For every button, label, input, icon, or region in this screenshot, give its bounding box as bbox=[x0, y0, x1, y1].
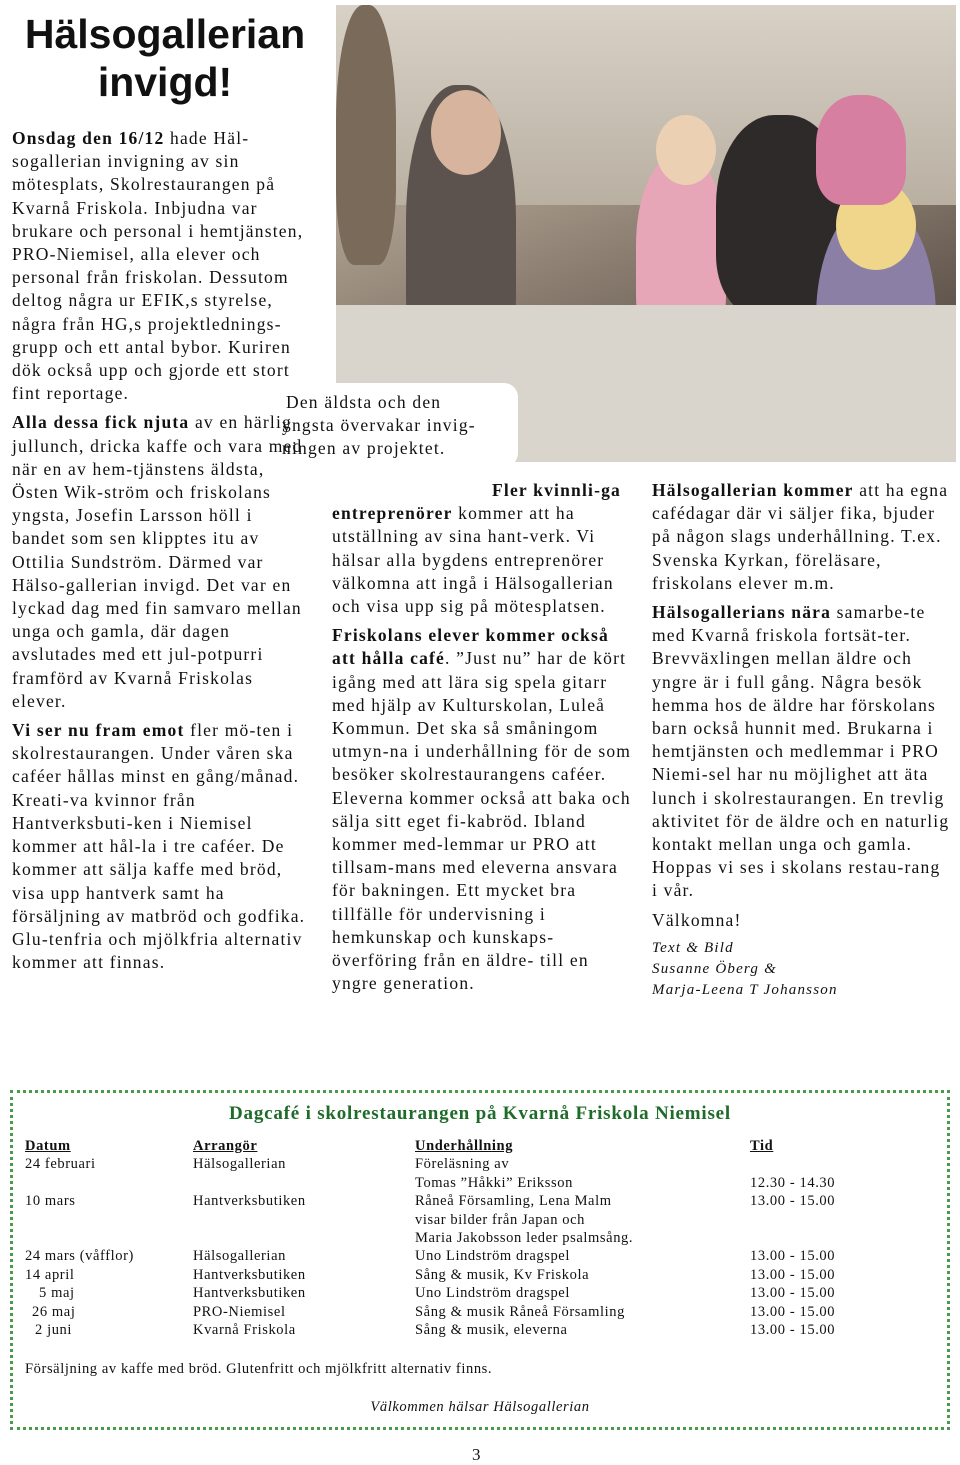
table-cell: PRO-Niemisel bbox=[193, 1303, 286, 1320]
article-title: Hälsogallerian invigd! bbox=[24, 11, 306, 105]
dagcafe-title: Dagcafé i skolrestaurangen på Kvarnå Friskola Niemisel bbox=[229, 1103, 731, 1124]
table-cell: 14 april bbox=[25, 1266, 75, 1283]
table-cell: 26 maj bbox=[32, 1303, 76, 1320]
paragraph-lead: Hälsogallerian kommer bbox=[652, 480, 854, 500]
table-cell: 13.00 - 15.00 bbox=[750, 1266, 836, 1283]
table-cell: Hantverksbutiken bbox=[193, 1285, 306, 1302]
table-cell: Tomas ”Håkki” Eriksson bbox=[415, 1174, 573, 1191]
paragraph bbox=[12, 127, 312, 405]
column-header: Tid bbox=[750, 1138, 774, 1154]
table-row bbox=[25, 1284, 870, 1302]
table-cell: Maria Jakobsson leder psalmsång. bbox=[415, 1230, 634, 1247]
caption-line: yngsta övervakar invig- bbox=[282, 415, 476, 436]
table-header-row bbox=[25, 1137, 870, 1155]
table-cell: Hantverksbutiken bbox=[193, 1266, 306, 1283]
table-cell bbox=[25, 1229, 193, 1247]
article-column-2 bbox=[332, 479, 632, 995]
paragraph bbox=[652, 479, 952, 595]
table-cell: 13.00 - 15.00 bbox=[750, 1285, 836, 1302]
paragraph-text: hade Häl-sogallerian invigning av sin mötesplats, Skolrestaurangen på Kvarnå Friskola. Inbjudna var brukare och personal i hemtjänsten, PRO-Niemisel, alla elever och personal från friskolan. Dessutom deltog några ur EFIK,s styrelse, några från HG,s projektlednings-grupp och ett antal bybor. Kuriren dök också upp och gjorde ett stort fint reportage. bbox=[12, 128, 304, 404]
paragraph-lead: Hälsogallerians nära bbox=[652, 602, 832, 623]
paragraph-text: kommer att ha utställning av sina hant-verk. Vi hälsar alla bygdens entreprenörer välkomna att ingå i Hälsogallerian och visa upp sig på mötesplatsen. bbox=[332, 503, 614, 617]
paragraph bbox=[12, 719, 312, 974]
table-cell bbox=[193, 1229, 415, 1247]
paragraph-lead: Vi ser nu fram emot bbox=[12, 720, 185, 741]
table-cell: Sång & musik, eleverna bbox=[415, 1322, 568, 1339]
credit-line: Marja-Leena T Johansson bbox=[652, 981, 838, 998]
paragraph bbox=[332, 624, 632, 995]
table-cell: Råneå Församling, Lena Malm bbox=[415, 1193, 612, 1210]
column-header: Datum bbox=[25, 1138, 71, 1154]
dagcafe-note: Försäljning av kaffe med bröd. Glutenfritt och mjölkfritt alternativ finns. bbox=[25, 1361, 493, 1377]
table-cell bbox=[750, 1229, 870, 1247]
table-row bbox=[25, 1174, 870, 1192]
table-cell: 13.00 - 15.00 bbox=[750, 1248, 836, 1265]
paragraph: Hoppas vi ses i skolans restau-rang i vår. bbox=[652, 857, 941, 901]
photo-figure-child-head bbox=[656, 115, 716, 185]
table-cell: 5 maj bbox=[39, 1285, 75, 1302]
dagcafe-welcome: Välkommen hälsar Hälsogallerian bbox=[370, 1399, 590, 1415]
table-cell: Sång & musik Råneå Församling bbox=[415, 1303, 625, 1320]
article-column-3 bbox=[652, 479, 952, 1001]
photo-figure-elder-head bbox=[431, 90, 501, 175]
photo-figure-baby bbox=[816, 95, 906, 205]
table-cell: Föreläsning av bbox=[415, 1156, 510, 1173]
schedule-table bbox=[25, 1137, 870, 1339]
page-number: 3 bbox=[472, 1445, 481, 1464]
table-row bbox=[25, 1321, 870, 1339]
table-row bbox=[25, 1211, 870, 1229]
paragraph-text: samarbe-te med Kvarnå friskola fortsät-ter. Brevväxlingen mellan äldre och yngre är i full gång. Några besök hemma hos de äldre har förskolans barn också hunnit med. Brukarna i hemtjänsten och medlemmar i PRO Niemi-sel har nu möjlighet att äta lunch i skolrestaurangen. En trevlig aktivitet för de äldre och en naturlig kontakt mellan unga och gamla. bbox=[652, 602, 950, 855]
credit-line: Susanne Öberg & bbox=[652, 960, 777, 977]
table-cell: 13.00 - 15.00 bbox=[750, 1322, 836, 1339]
dagcafe-box bbox=[10, 1090, 950, 1430]
table-row bbox=[25, 1155, 870, 1173]
photo-figure-left-woman bbox=[336, 5, 396, 265]
table-cell: Sång & musik, Kv Friskola bbox=[415, 1266, 590, 1283]
table-cell bbox=[750, 1155, 870, 1173]
table-cell: 24 februari bbox=[25, 1156, 96, 1173]
paragraph-text: fler mö-ten i skolrestaurangen. Under våren ska caféer hållas minst en gång/månad. Kreati-va kvinnor från Hantverksbuti-ken i Niemisel kommer att hål-la i tre caféer. De kommer att sälja kaffe med bröd, visa upp hantverk samt ha försäljning av matbröd och godfika. Glu-tenfria och mjölkfria alternativ kommer att finnas. bbox=[12, 720, 306, 973]
table-cell: 2 juni bbox=[35, 1322, 73, 1339]
paragraph-lead: Fler kvinnli-ga entreprenörer bbox=[332, 480, 622, 524]
paragraph bbox=[12, 411, 312, 713]
article-column-1 bbox=[12, 127, 312, 974]
table-row bbox=[25, 1229, 870, 1247]
table-cell: 10 mars bbox=[25, 1193, 76, 1210]
paragraph bbox=[652, 601, 952, 856]
table-cell bbox=[193, 1211, 415, 1229]
paragraph-lead: Alla dessa fick njuta bbox=[12, 412, 190, 433]
table-cell bbox=[25, 1174, 193, 1192]
table-cell: Uno Lindström dragspel bbox=[415, 1285, 570, 1302]
paragraph-lead: Onsdag den 16/12 bbox=[12, 128, 165, 148]
table-cell: 24 mars (våfflor) bbox=[25, 1248, 134, 1265]
caption-line: Den äldsta och den bbox=[286, 392, 442, 412]
table-cell: Hälsogallerian bbox=[193, 1156, 286, 1173]
paragraph-lead: Friskolans elever kommer också att hålla café bbox=[332, 625, 609, 669]
table-cell: visar bilder från Japan och bbox=[415, 1211, 586, 1228]
table-cell: Kvarnå Friskola bbox=[193, 1322, 296, 1339]
table-cell: Hantverksbutiken bbox=[193, 1193, 306, 1210]
table-cell bbox=[193, 1174, 415, 1192]
table-row bbox=[25, 1247, 870, 1265]
column-header: Arrangör bbox=[193, 1138, 258, 1154]
table-row bbox=[25, 1192, 870, 1210]
table-cell bbox=[750, 1211, 870, 1229]
table-row bbox=[25, 1266, 870, 1284]
table-cell: Hälsogallerian bbox=[193, 1248, 286, 1265]
table-cell: 12.30 - 14.30 bbox=[750, 1174, 836, 1191]
paragraph: Välkomna! bbox=[652, 909, 742, 930]
paragraph-text: . ”Just nu” har de kört igång med att lära sig spela gitarr med hjälp av Kulturskolan, Luleå Kommun. Det ska så småningom utmyn-na i underhållning för de som besöker skolrestaurangens caféer. Eleverna kommer också att baka och sälja sitt eget fi-kabröd. Ibland kommer med-lemmar ur PRO att tillsam-mans med eleverna ansvara för bakningen. Ett mycket bra tillfälle för undervisning i hemkunskap och kunskaps-överföring från en äldre- till en yngre generation. bbox=[332, 648, 632, 994]
paragraph bbox=[332, 479, 632, 618]
paragraph-text: att ha egna cafédagar där vi säljer fika, bjuder på någon slags underhållning. T.ex. Svenska Kyrkan, föreläsare, friskolans elever m.m. bbox=[652, 480, 949, 593]
table-cell: 13.00 - 15.00 bbox=[750, 1303, 836, 1320]
table-row bbox=[25, 1303, 870, 1321]
credit-line: Text & Bild bbox=[652, 939, 734, 956]
caption-line: ningen av projektet. bbox=[282, 438, 446, 459]
table-cell: 13.00 - 15.00 bbox=[750, 1193, 836, 1210]
column-header: Underhållning bbox=[415, 1138, 514, 1154]
paragraph-text: av en härlig jullunch, dricka kaffe och vara med när en av hem-tjänstens äldsta, Östen Wik-ström och friskolans yngsta, Josefin Larsson höll i bandet som sen klipptes itu av Ottilia Sundström. Därmed var Hälso-gallerian invigd. Det var en lyckad dag med fin samvaro mellan unga och gamla, där dagen avslutades med ett jul-potpurri framförd av Kvarnå Friskolas elever. bbox=[12, 412, 303, 711]
table-cell: Uno Lindström dragspel bbox=[415, 1248, 570, 1265]
table-cell bbox=[25, 1211, 193, 1229]
